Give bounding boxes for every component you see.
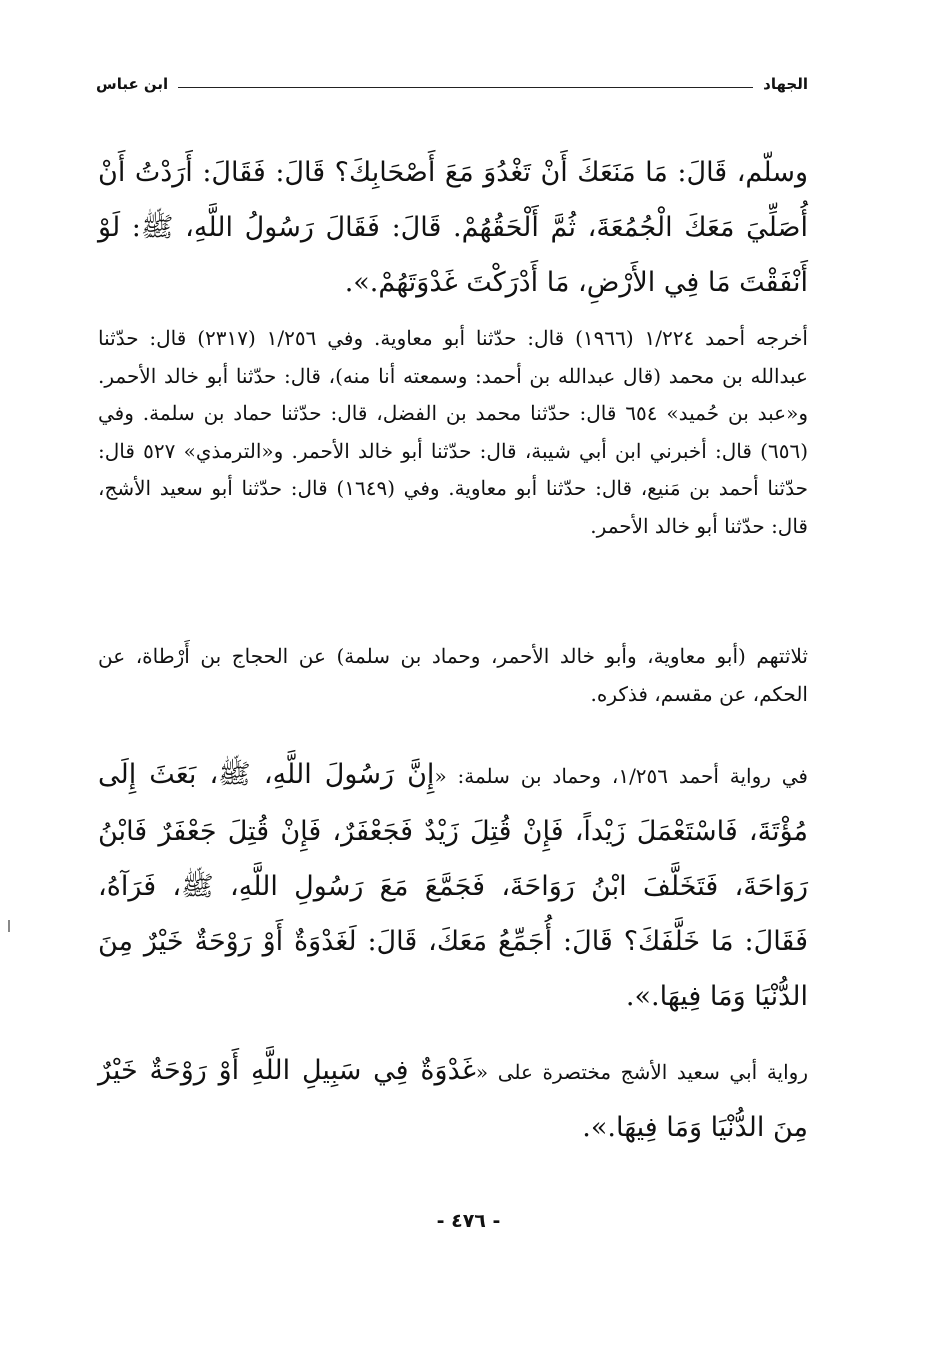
hadith-text-continued: وسلّم، قَالَ: مَا مَنَعَكَ أَنْ تَغْدُوَ مَعَ أَصْحَابِكَ؟ قَالَ: فَقَالَ: أَرَدْتُ أَنْ أُصَلِّيَ مَعَكَ الْجُمُعَةَ، ثُمَّ أَلْحَقُهُمْ. قَالَ: فَقَالَ رَسُولُ اللَّهِ، ﷺ: لَوْ أَنْفَقْتَ مَا فِي الأَرْضِ، مَا أَدْرَكْتَ غَدْوَتَهُمْ.». bbox=[98, 157, 808, 298]
narration-intro: في رواية أحمد ١/٢٥٦، وحماد بن سلمة: « bbox=[434, 764, 808, 788]
section-title: الجهاد bbox=[763, 75, 808, 93]
takhrij-paragraph: أخرجه أحمد ١/٢٢٤ (١٩٦٦) قال: حدّثنا أبو معاوية. وفي ١/٢٥٦ (٢٣١٧) قال: حدّثنا عبدالله بن محمد (قال عبدالله بن أحمد: وسمعته أنا منه)، قال: حدّثنا أبو خالد الأحمر. و«عبد بن حُميد» ٦٥٤ قال: حدّثنا محمد بن الفضل، قال: حدّثنا حماد بن سلمة. وفي (٦٥٦) قال: أخبرني ابن أبي شيبة، قال: حدّثنا أبو خالد الأحمر. و«الترمذي» ٥٢٧ قال: حدّثنا أحمد بن مَنيع، قال: حدّثنا أبو معاوية. وفي (١٦٤٩) قال: حدّثنا أبو سعيد الأشج، قال: حدّثنا أبو خالد الأحمر. bbox=[98, 326, 809, 538]
scan-edge-mark bbox=[8, 920, 10, 932]
isnad-summary-paragraph: ثلاثتهم (أبو معاوية، وأبو خالد الأحمر، وحماد بن سلمة) عن الحجاج بن أَرْطاة، عن الحكم، عن مقسم، فذكره. bbox=[98, 644, 808, 706]
chapter-title: ابن عباس bbox=[96, 75, 169, 93]
ahmad-narration-paragraph bbox=[98, 747, 808, 1024]
ashajj-narration-paragraph bbox=[98, 1043, 808, 1155]
narration-intro: رواية أبي سعيد الأشج مختصرة على « bbox=[475, 1060, 808, 1084]
narration-matn: غَدْوَةٌ فِي سَبِيلِ اللَّهِ أَوْ رَوْحَةٌ خَيْرٌ مِنَ الدُّنْيَا وَمَا فِيهَا.». bbox=[98, 1055, 808, 1143]
narration-matn: إِنَّ رَسُولَ اللَّهِ، ﷺ، بَعَثَ إِلَى مُؤْتَةَ، فَاسْتَعْمَلَ زَيْداً، فَإِنْ قُتِلَ زَيْدٌ فَجَعْفَرٌ، فَإِنْ قُتِلَ جَعْفَرٌ فَابْنُ رَوَاحَةَ، فَتَخَلَّفَ ابْنُ رَوَاحَةَ، فَجَمَّعَ مَعَ رَسُولِ اللَّهِ، ﷺ، فَرَآهُ، فَقَالَ: مَا خَلَّفَكَ؟ قَالَ: أُجَمِّعُ مَعَكَ، قَالَ: لَغَدْوَةٌ أَوْ رَوْحَةٌ خَيْرٌ مِنَ الدُّنْيَا وَمَا فِيهَا.». bbox=[98, 759, 808, 1012]
running-header bbox=[96, 70, 808, 98]
page-number: - ٤٧٦ - bbox=[436, 1210, 501, 1232]
header-rule bbox=[178, 87, 753, 88]
